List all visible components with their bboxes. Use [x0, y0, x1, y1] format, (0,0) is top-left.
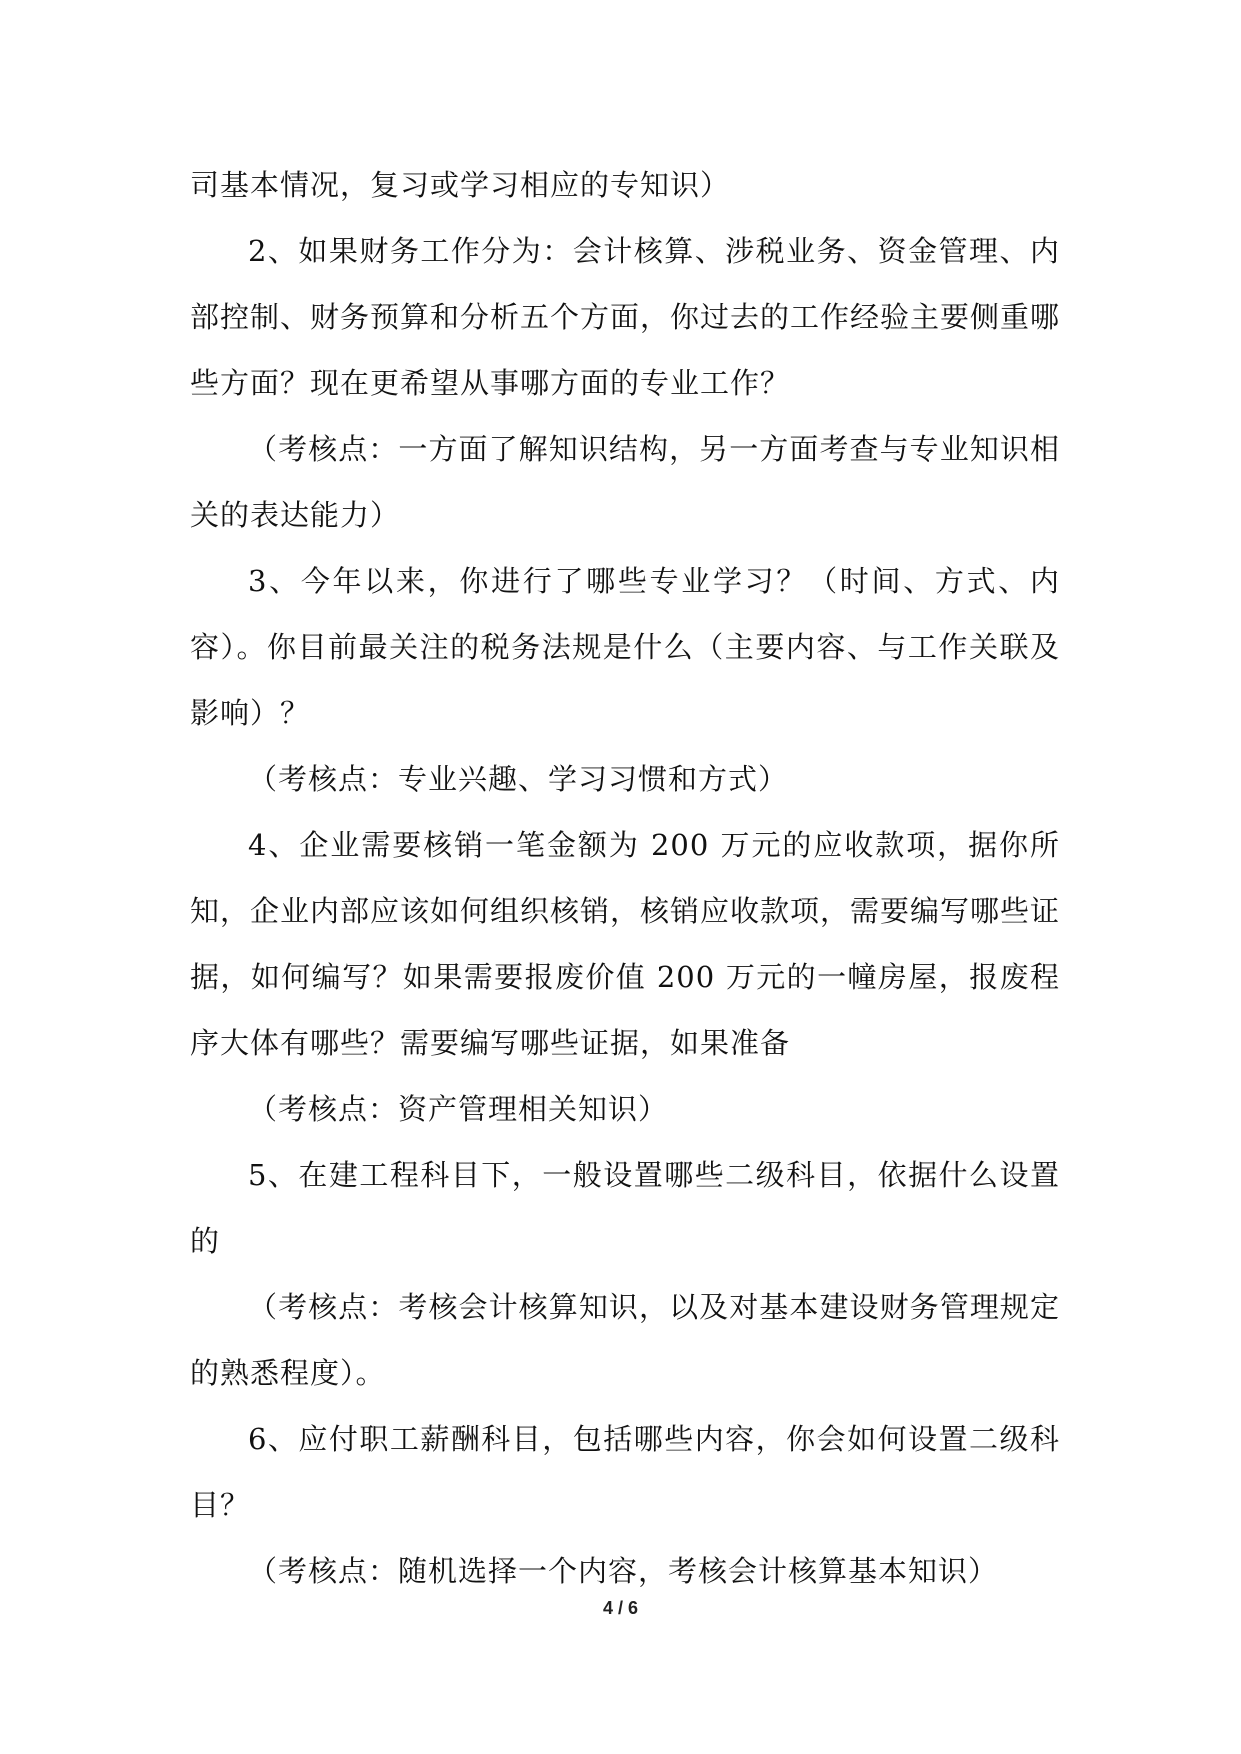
- question-6: 6、应付职工薪酬科目，包括哪些内容，你会如何设置二级科目？: [190, 1422, 1060, 1522]
- page-number: 4 / 6: [602, 1598, 639, 1618]
- question-5: 5、在建工程科目下，一般设置哪些二级科目，依据什么设置的: [190, 1158, 1060, 1258]
- question-3: 3、今年以来，你进行了哪些专业学习？（时间、方式、内容）。你目前最关注的税务法规是什么（主要内容、与工作关联及影响）？: [190, 564, 1060, 730]
- assessment-note-4: （考核点：资产管理相关知识）: [248, 1092, 669, 1126]
- question-2: 2、如果财务工作分为：会计核算、涉税业务、资金管理、内部控制、财务预算和分析五个方面，你过去的工作经验主要侧重哪些方面？现在更希望从事哪方面的专业工作？: [190, 234, 1061, 400]
- paragraph-continuation: 司基本情况，复习或学习相应的专知识）: [190, 168, 731, 202]
- assessment-note-2: （考核点：一方面了解知识结构，另一方面考查与专业知识相关的表达能力）: [190, 432, 1060, 532]
- assessment-note-6: （考核点：随机选择一个内容，考核会计核算基本知识）: [248, 1554, 999, 1588]
- question-4: 4、企业需要核销一笔金额为 200 万元的应收款项，据你所知，企业内部应该如何组织核销，核销应收款项，需要编写哪些证据，如何编写？如果需要报废价值 200 万元的一幢房屋，报废程序大体有哪些？需要编写哪些证据，如果准备: [190, 828, 1061, 1060]
- assessment-note-5: （考核点：考核会计核算知识，以及对基本建设财务管理规定的熟悉程度）。: [190, 1290, 1060, 1390]
- assessment-note-3: （考核点：专业兴趣、学习习惯和方式）: [248, 762, 789, 796]
- document-body: [190, 152, 1060, 1604]
